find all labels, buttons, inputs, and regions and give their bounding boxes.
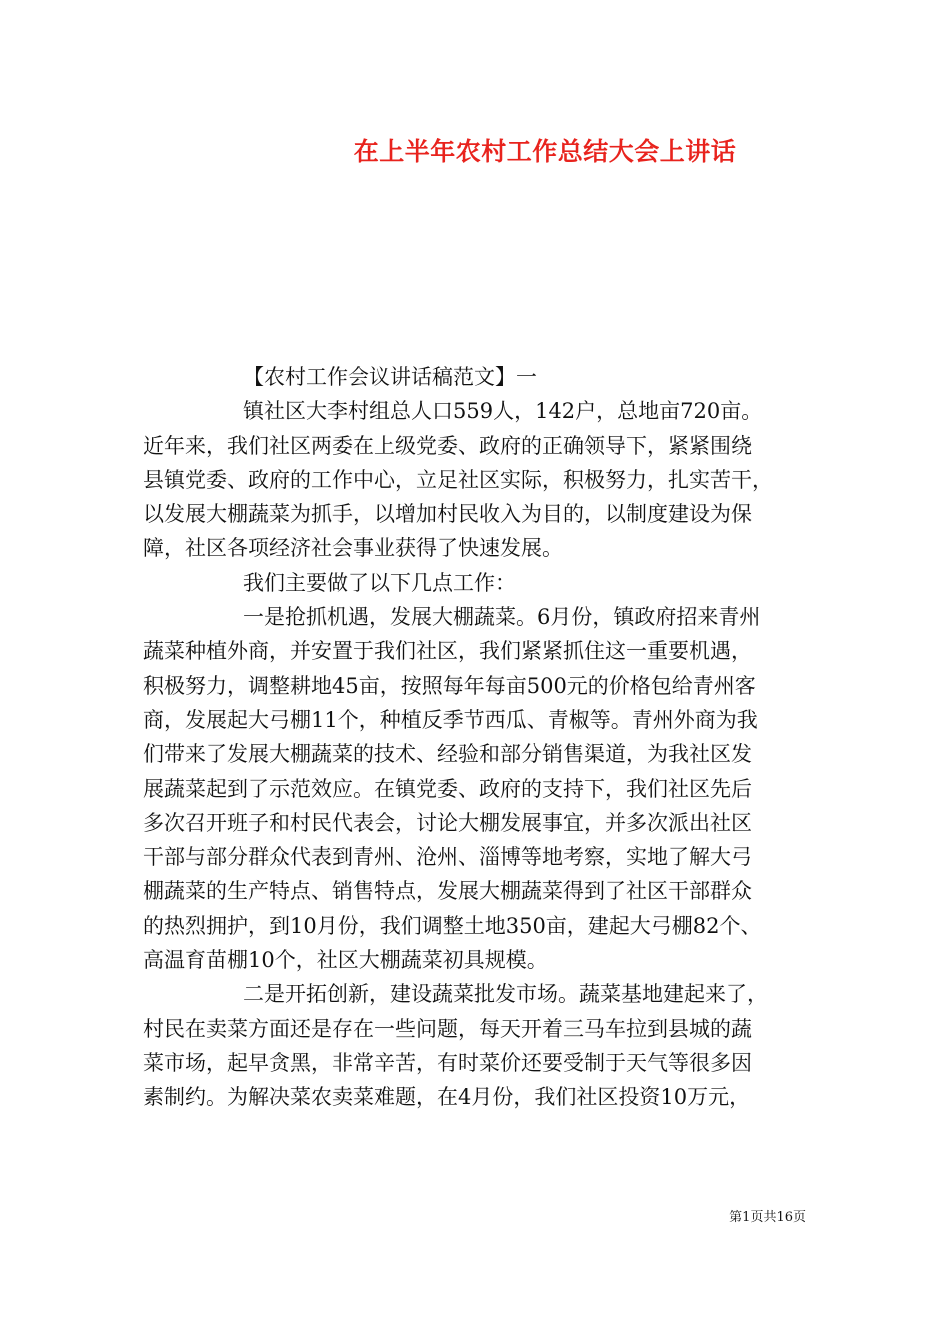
paragraph-line: 以发展大棚蔬菜为抓手，以增加村民收入为目的，以制度建设为保 [143, 502, 752, 527]
paragraph-line: 县镇党委、政府的工作中心，立足社区实际，积极努力，扎实苦干， [143, 467, 773, 492]
paragraph-line: 的热烈拥护，到10月份，我们调整土地350亩，建起大弓棚82个、 [143, 913, 762, 938]
paragraph-line: 高温育苗棚10个，社区大棚蔬菜初具规模。 [143, 948, 548, 973]
paragraph-line: 蔬菜种植外商，并安置于我们社区，我们紧紧抓住这一重要机遇， [143, 639, 752, 664]
paragraph-line: 障，社区各项经济社会事业获得了快速发展。 [143, 536, 563, 561]
paragraph-line: 二是开拓创新，建设蔬菜批发市场。蔬菜基地建起来了， [243, 982, 768, 1007]
document-title: 在上半年农村工作总结大会上讲话 [353, 137, 737, 166]
paragraph-line: 们带来了发展大棚蔬菜的技术、经验和部分销售渠道，为我社区发 [143, 742, 752, 767]
paragraph-line: 干部与部分群众代表到青州、沧州、淄博等地考察，实地了解大弓 [143, 845, 752, 870]
paragraph-line: 近年来，我们社区两委在上级党委、政府的正确领导下，紧紧围绕 [143, 433, 752, 458]
paragraph-line: 展蔬菜起到了示范效应。在镇党委、政府的支持下，我们社区先后 [143, 776, 752, 801]
paragraph-line: 一是抢抓机遇，发展大棚蔬菜。6月份，镇政府招来青州 [243, 605, 761, 630]
paragraph-line: 村民在卖菜方面还是存在一些问题，每天开着三马车拉到县城的蔬 [143, 1016, 752, 1041]
paragraph-line: 镇社区大李村组总人口559人，142户，总地亩720亩。 [243, 399, 763, 424]
paragraph-line: 多次召开班子和村民代表会，讨论大棚发展事宜，并多次派出社区 [143, 810, 752, 835]
paragraph-line: 商，发展起大弓棚11个，种植反季节西瓜、青椒等。青州外商为我 [143, 707, 758, 732]
paragraph-line: 积极努力，调整耕地45亩，按照每年每亩500元的价格包给青州客 [143, 673, 756, 698]
paragraph-line: 素制约。为解决菜农卖菜难题，在4月份，我们社区投资10万元， [143, 1085, 751, 1110]
paragraph-line: 我们主要做了以下几点工作： [243, 570, 516, 595]
paragraph-line: 棚蔬菜的生产特点、销售特点，发展大棚蔬菜得到了社区干部群众 [143, 879, 752, 904]
paragraph-line: 菜市场，起早贪黑，非常辛苦，有时菜价还要受制于天气等很多因 [143, 1050, 752, 1075]
document-body [143, 360, 813, 1115]
page-number: 第1页共16页 [729, 1210, 806, 1225]
section-heading: 【农村工作会议讲话稿范文】一 [243, 365, 537, 389]
